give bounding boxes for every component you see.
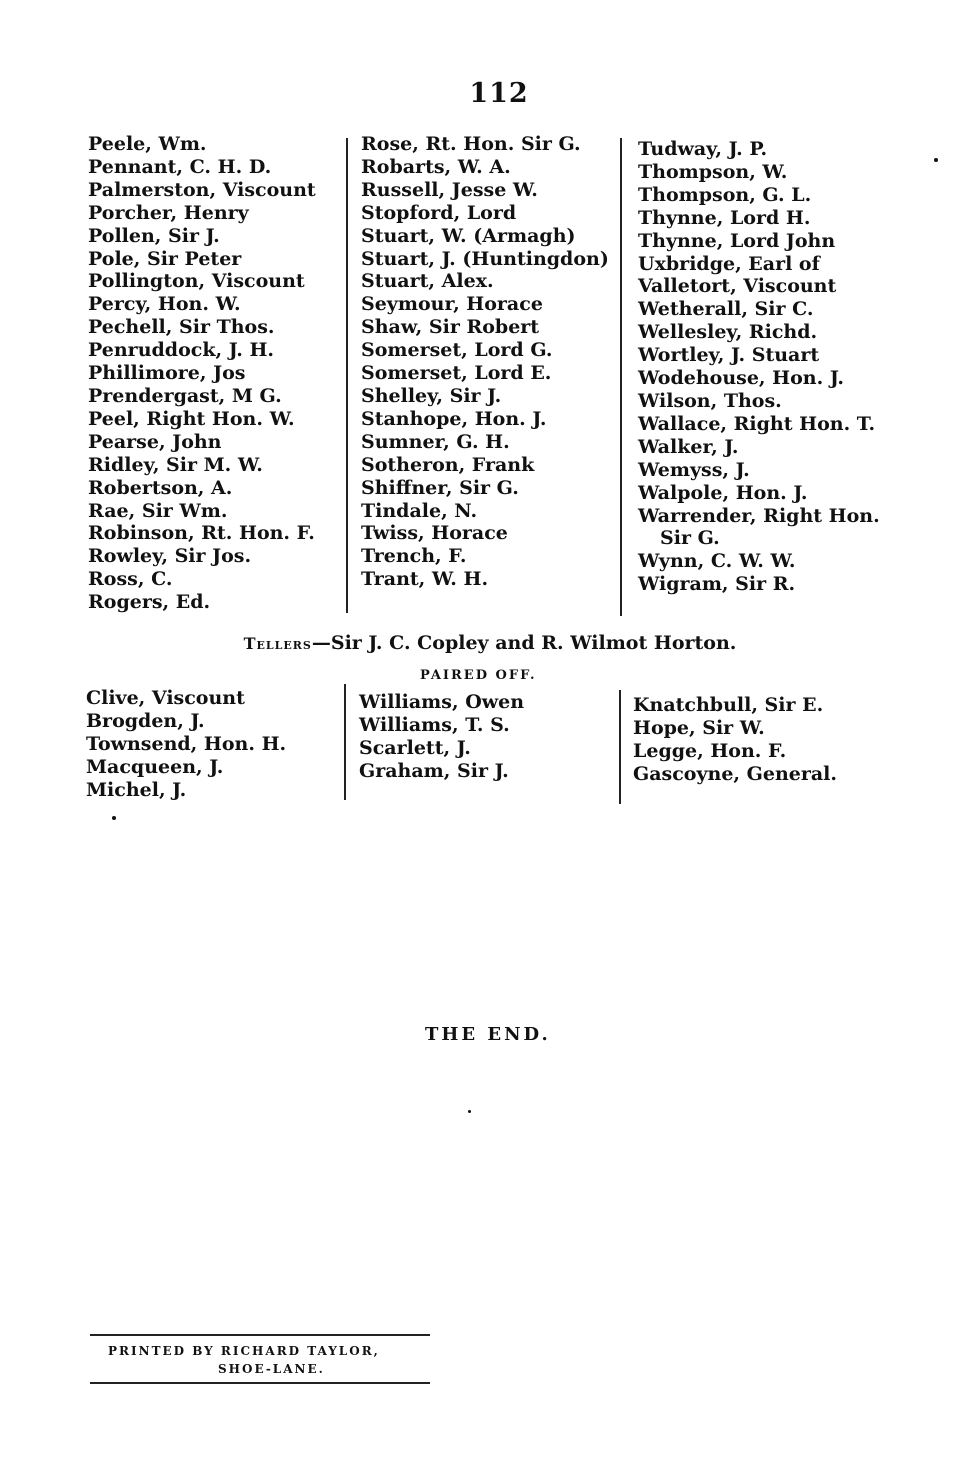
member-name: Michel, J.	[86, 778, 187, 801]
member-name: Pechell, Sir Thos.	[88, 316, 275, 339]
paired-off-column-3	[633, 694, 837, 786]
member-name: Shiffner, Sir G.	[361, 476, 519, 499]
column-divider	[620, 138, 622, 616]
member-name: Graham, Sir J.	[359, 759, 509, 782]
paired-off-column-2	[359, 691, 524, 783]
member-name: Robarts, W. A.	[361, 155, 511, 178]
member-name: Thompson, W.	[638, 160, 788, 183]
column-divider	[346, 138, 348, 613]
member-name: Warrender, Right Hon.	[638, 504, 880, 527]
tellers-label: Tellers	[243, 634, 312, 653]
member-name: Stuart, Alex.	[361, 270, 494, 293]
member-name: Thynne, Lord H.	[638, 206, 811, 229]
scan-speck	[112, 816, 116, 820]
member-name: Uxbridge, Earl of	[638, 252, 820, 275]
paired-off-column-1	[86, 687, 286, 802]
printer-imprint	[90, 1334, 430, 1384]
scan-speck	[934, 158, 938, 162]
member-name: Russell, Jesse W.	[361, 178, 538, 201]
member-name: Walpole, Hon. J.	[638, 481, 808, 504]
member-name: Stanhope, Hon. J.	[361, 407, 547, 430]
imprint-rule-bottom	[90, 1382, 430, 1384]
tellers-text: —Sir J. C. Copley and R. Wilmot Horton.	[311, 632, 737, 654]
member-name: Pole, Sir Peter	[88, 247, 242, 270]
member-name: Townsend, Hon. H.	[86, 732, 287, 755]
member-name: Wilson, Thos.	[638, 389, 782, 412]
member-name: Rogers, Ed.	[88, 591, 211, 614]
division-list-column-2	[361, 133, 609, 591]
member-name: Peel, Right Hon. W.	[88, 407, 295, 430]
member-name: Peele, Wm.	[88, 133, 207, 155]
member-name: Shaw, Sir Robert	[361, 316, 540, 339]
member-name: Trant, W. H.	[361, 568, 489, 591]
member-name: Ridley, Sir M. W.	[88, 453, 263, 476]
column-divider	[344, 684, 346, 800]
member-name: Thompson, G. L.	[638, 183, 812, 206]
division-list-column-3	[638, 138, 880, 596]
member-name: Penruddock, J. H.	[88, 339, 275, 362]
member-name: Thynne, Lord John	[638, 229, 836, 252]
member-name: Wynn, C. W. W.	[638, 550, 796, 573]
member-name: Porcher, Henry	[88, 201, 249, 224]
member-name: Robinson, Rt. Hon. F.	[88, 522, 315, 545]
page-number: 112	[469, 78, 529, 109]
member-name: Palmerston, Viscount	[88, 178, 316, 201]
member-name: Somerset, Lord E.	[361, 362, 552, 385]
member-name: Robertson, A.	[88, 476, 233, 499]
member-name: Seymour, Horace	[361, 293, 543, 316]
column-divider	[619, 690, 621, 804]
member-name: Rae, Sir Wm.	[88, 499, 228, 522]
member-name: Hope, Sir W.	[633, 716, 765, 739]
member-name: Williams, Owen	[359, 691, 525, 713]
member-name: Legge, Hon. F.	[633, 739, 787, 762]
member-name: Trench, F.	[361, 545, 467, 568]
member-name: Williams, T. S.	[359, 713, 510, 736]
the-end: THE END.	[425, 1024, 551, 1045]
printer-address: SHOE-LANE.	[218, 1362, 325, 1376]
member-name: Wigram, Sir R.	[638, 573, 796, 596]
member-name: Ross, C.	[88, 568, 173, 591]
member-name: Sumner, G. H.	[361, 430, 510, 453]
member-name: Somerset, Lord G.	[361, 339, 553, 362]
member-name: Tudway, J. P.	[638, 138, 768, 160]
member-name: Walker, J.	[638, 435, 739, 458]
member-name: Pollington, Viscount	[88, 270, 305, 293]
member-name: Rowley, Sir Jos.	[88, 545, 252, 568]
member-name: Stuart, J. (Huntingdon)	[361, 247, 609, 270]
member-name: Tindale, N.	[361, 499, 478, 522]
member-name: Wortley, J. Stuart	[638, 344, 820, 367]
member-name: Prendergast, M G.	[88, 384, 282, 407]
member-name: Pearse, John	[88, 430, 222, 453]
imprint-rule-top	[90, 1334, 430, 1336]
paired-off-heading: PAIRED OFF.	[420, 668, 537, 683]
member-name: Phillimore, Jos	[88, 362, 246, 385]
member-name: Pennant, C. H. D.	[88, 155, 272, 178]
member-name: Stuart, W. (Armagh)	[361, 224, 576, 247]
scan-speck	[468, 1110, 471, 1113]
member-name: Shelley, Sir J.	[361, 384, 502, 407]
member-name: Wodehouse, Hon. J.	[638, 367, 844, 390]
member-name: Twiss, Horace	[361, 522, 508, 545]
member-name: Sir G.	[660, 527, 720, 550]
member-name: Wallace, Right Hon. T.	[638, 412, 876, 435]
tellers-line	[0, 632, 980, 654]
member-name: Rose, Rt. Hon. Sir G.	[361, 133, 581, 155]
member-name: Stopford, Lord	[361, 201, 517, 224]
member-name: Valletort, Viscount	[638, 275, 837, 298]
member-name: Sotheron, Frank	[361, 453, 535, 476]
printer-name: PRINTED BY RICHARD TAYLOR,	[108, 1344, 380, 1358]
division-list-column-1	[88, 133, 316, 614]
member-name: Clive, Viscount	[86, 687, 245, 709]
member-name: Wellesley, Richd.	[638, 321, 818, 344]
member-name: Knatchbull, Sir E.	[633, 694, 824, 716]
member-name: Scarlett, J.	[359, 736, 471, 759]
member-name: Percy, Hon. W.	[88, 293, 241, 316]
member-name: Pollen, Sir J.	[88, 224, 220, 247]
member-name: Gascoyne, General.	[633, 762, 838, 785]
member-name: Macqueen, J.	[86, 755, 224, 778]
member-name: Brogden, J.	[86, 709, 205, 732]
member-name: Wetherall, Sir C.	[638, 298, 814, 321]
member-name: Wemyss, J.	[638, 458, 750, 481]
